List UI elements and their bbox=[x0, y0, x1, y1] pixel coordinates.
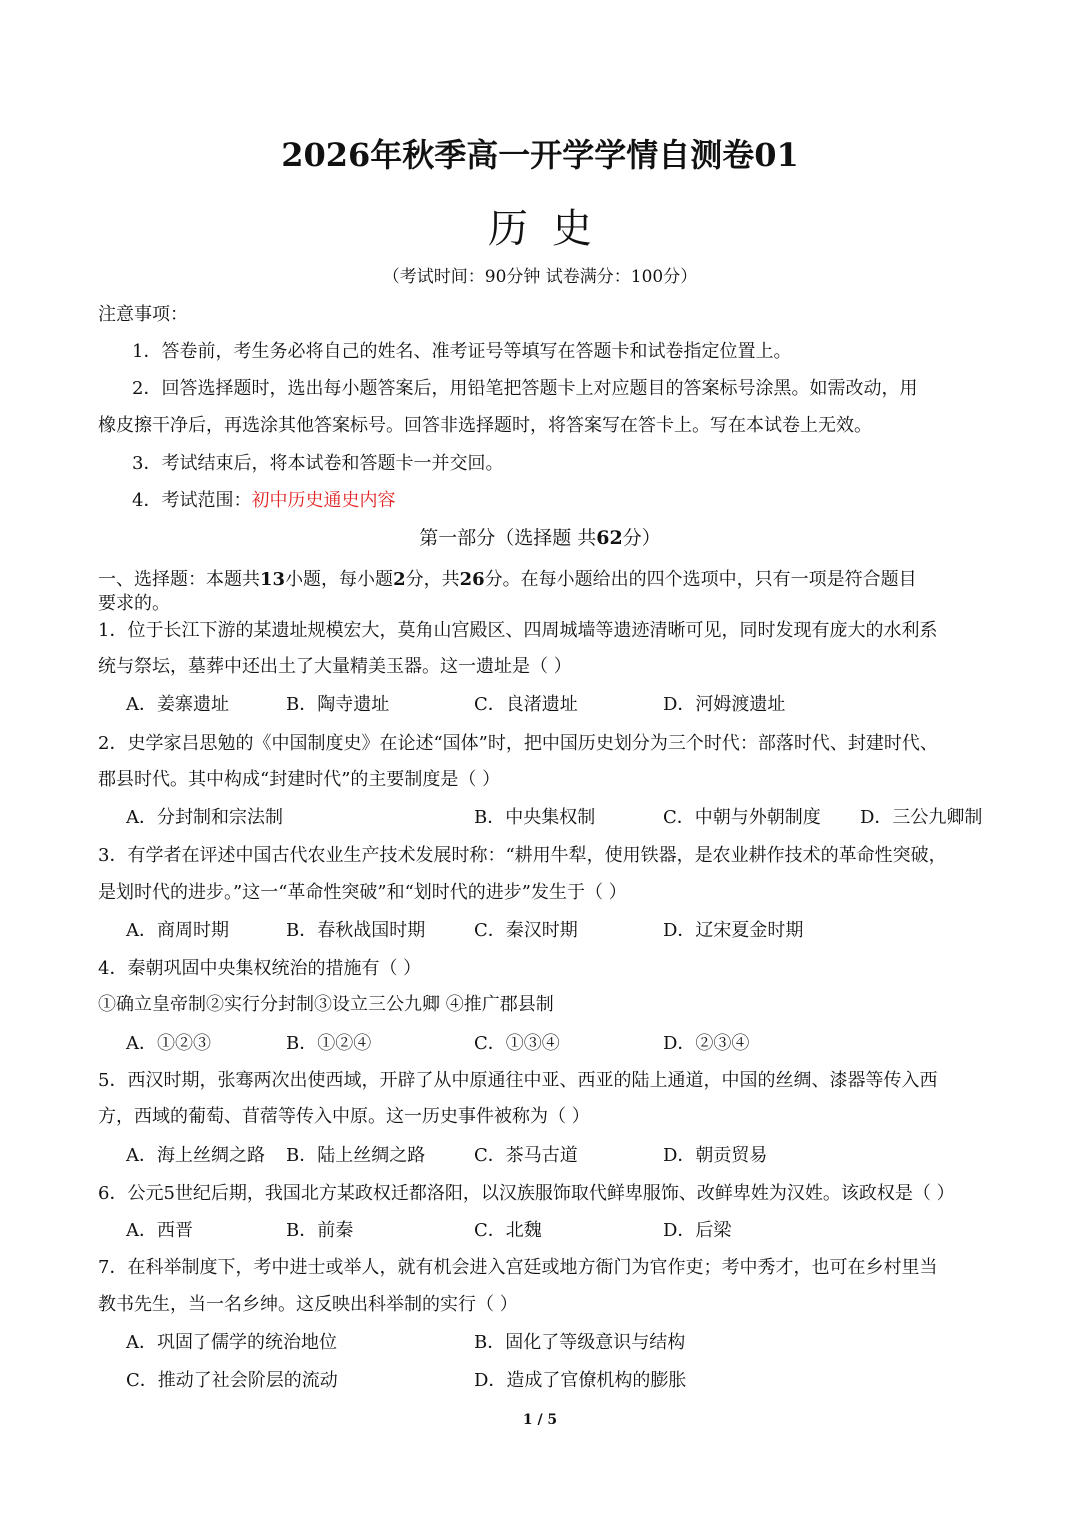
q6-option-c[interactable]: C．北魏 bbox=[474, 1220, 542, 1241]
q2-stem-line1: 2．史学家吕思勉的《中国制度史》在论述“国体”时，把中国历史划分为三个时代：部落时代、封建时代、 bbox=[98, 733, 938, 754]
q6-option-b[interactable]: B．前秦 bbox=[286, 1220, 354, 1241]
q1-stem-line1: 1．位于长江下游的某遗址规模宏大，莫角山宫殿区、四周城墙等遗迹清晰可见，同时发现有庞大的水利系 bbox=[98, 620, 938, 641]
q5-option-a[interactable]: A．海上丝绸之路 bbox=[126, 1145, 265, 1166]
q4-stem-line2: ①确立皇帝制②实行分封制③设立三公九卿 ④推广郡县制 bbox=[98, 994, 554, 1015]
q1-option-d[interactable]: D．河姆渡遗址 bbox=[663, 694, 786, 715]
notice-item-2-line1: 2．回答选择题时，选出每小题答案后，用铅笔把答题卡上对应题目的答案标号涂黑。如需改动，用 bbox=[132, 378, 918, 399]
intro-points-each: 2 bbox=[393, 569, 406, 590]
q6-stem-line1: 6．公元5世纪后期，我国北方某政权迁都洛阳，以汉族服饰取代鲜卑服饰、改鲜卑姓为汉姓。该政权是（ ） bbox=[98, 1183, 955, 1204]
part1-heading-a: 第一部分（选择题 共 bbox=[419, 527, 597, 549]
part1-heading-b: 分） bbox=[622, 527, 661, 549]
intro-c: 分，共 bbox=[405, 569, 460, 590]
intro-a: 一、选择题：本题共 bbox=[98, 569, 260, 590]
q4-option-b[interactable]: B．①②④ bbox=[286, 1033, 372, 1054]
notice-item-4 bbox=[132, 486, 395, 512]
section-intro bbox=[98, 565, 917, 591]
exam-title: 2026年秋季高一开学学情自测卷01 bbox=[281, 136, 799, 174]
q7-stem-line2: 教书先生，当一名乡绅。这反映出科举制的实行（ ） bbox=[98, 1294, 518, 1315]
page-number: 1 / 5 bbox=[522, 1412, 558, 1428]
subject-char-1: 历 bbox=[488, 206, 528, 252]
q4-option-c[interactable]: C．①③④ bbox=[474, 1033, 560, 1054]
q7-stem-line1: 7．在科举制度下，考中进士或举人，就有机会进入宫廷或地方衙门为官作吏；考中秀才，也可在乡村里当 bbox=[98, 1257, 938, 1278]
notice-item-2-line2: 橡皮擦干净后，再选涂其他答案标号。回答非选择题时，将答案写在答卡上。写在本试卷上无效。 bbox=[98, 415, 872, 436]
q7-option-d[interactable]: D．造成了官僚机构的膨胀 bbox=[474, 1370, 687, 1391]
q6-option-d[interactable]: D．后梁 bbox=[663, 1220, 732, 1241]
section-intro-line2: 要求的。 bbox=[98, 593, 170, 614]
q2-option-d[interactable]: D．三公九卿制 bbox=[860, 807, 983, 828]
intro-b: 小题，每小题 bbox=[285, 569, 394, 590]
intro-question-count: 13 bbox=[260, 569, 286, 590]
q3-option-d[interactable]: D．辽宋夏金时期 bbox=[663, 920, 804, 941]
q3-option-a[interactable]: A．商周时期 bbox=[126, 920, 229, 941]
q2-stem-line2: 郡县时代。其中构成“封建时代”的主要制度是（ ） bbox=[98, 769, 501, 790]
q1-option-b[interactable]: B．陶寺遗址 bbox=[286, 694, 390, 715]
q1-stem-line2: 统与祭坛，墓葬中还出土了大量精美玉器。这一遗址是（ ） bbox=[98, 656, 572, 677]
subject-title bbox=[0, 197, 1080, 254]
q3-stem-line2: 是划时代的进步。”这一“革命性突破”和“划时代的进步”发生于（ ） bbox=[98, 882, 627, 903]
q3-option-b[interactable]: B．春秋战国时期 bbox=[286, 920, 426, 941]
q6-option-a[interactable]: A．西晋 bbox=[126, 1220, 193, 1241]
q1-option-c[interactable]: C．良渚遗址 bbox=[474, 694, 578, 715]
notice-item-3: 3．考试结束后，将本试卷和答题卡一并交回。 bbox=[132, 453, 504, 474]
q2-option-b[interactable]: B．中央集权制 bbox=[474, 807, 596, 828]
q3-stem-line1: 3．有学者在评述中国古代农业生产技术发展时称：“耕用牛犁，使用铁器，是农业耕作技术的革命性突破， bbox=[98, 845, 947, 866]
q3-option-c[interactable]: C．秦汉时期 bbox=[474, 920, 578, 941]
q1-option-a[interactable]: A．姜寨遗址 bbox=[126, 694, 229, 715]
q2-option-c[interactable]: C．中朝与外朝制度 bbox=[663, 807, 821, 828]
q5-option-b[interactable]: B．陆上丝绸之路 bbox=[286, 1145, 426, 1166]
q4-option-a[interactable]: A．①②③ bbox=[126, 1033, 211, 1054]
q7-option-c[interactable]: C．推动了社会阶层的流动 bbox=[126, 1370, 338, 1391]
q5-option-c[interactable]: C．茶马古道 bbox=[474, 1145, 578, 1166]
q5-stem-line2: 方，西域的葡萄、苜蓿等传入中原。这一历史事件被称为（ ） bbox=[98, 1106, 590, 1127]
part1-score: 62 bbox=[596, 527, 623, 549]
notice-item-1: 1．答卷前，考生务必将自己的姓名、准考证号等填写在答题卡和试卷指定位置上。 bbox=[132, 341, 792, 362]
intro-total-points: 26 bbox=[459, 569, 485, 590]
exam-meta: （考试时间：90分钟 试卷满分：100分） bbox=[382, 267, 698, 287]
q7-option-b[interactable]: B．固化了等级意识与结构 bbox=[474, 1332, 686, 1353]
intro-d: 分。在每小题给出的四个选项中，只有一项是符合题目 bbox=[484, 569, 917, 590]
q4-option-d[interactable]: D．②③④ bbox=[663, 1033, 750, 1054]
notice-item-4-prefix: 4．考试范围： bbox=[132, 490, 252, 511]
q5-stem-line1: 5．西汉时期，张骞两次出使西域，开辟了从中原通往中亚、西亚的陆上通道，中国的丝绸、漆器等传入西 bbox=[98, 1070, 938, 1091]
q5-option-d[interactable]: D．朝贡贸易 bbox=[663, 1145, 768, 1166]
q2-option-a[interactable]: A．分封制和宗法制 bbox=[126, 807, 283, 828]
notice-heading: 注意事项： bbox=[98, 304, 188, 325]
q4-stem-line1: 4．秦朝巩固中央集权统治的措施有（ ） bbox=[98, 958, 422, 979]
part1-heading bbox=[0, 523, 1080, 550]
q7-option-a[interactable]: A．巩固了儒学的统治地位 bbox=[126, 1332, 337, 1353]
subject-char-2: 史 bbox=[552, 206, 592, 252]
exam-scope: 初中历史通史内容 bbox=[251, 490, 396, 511]
